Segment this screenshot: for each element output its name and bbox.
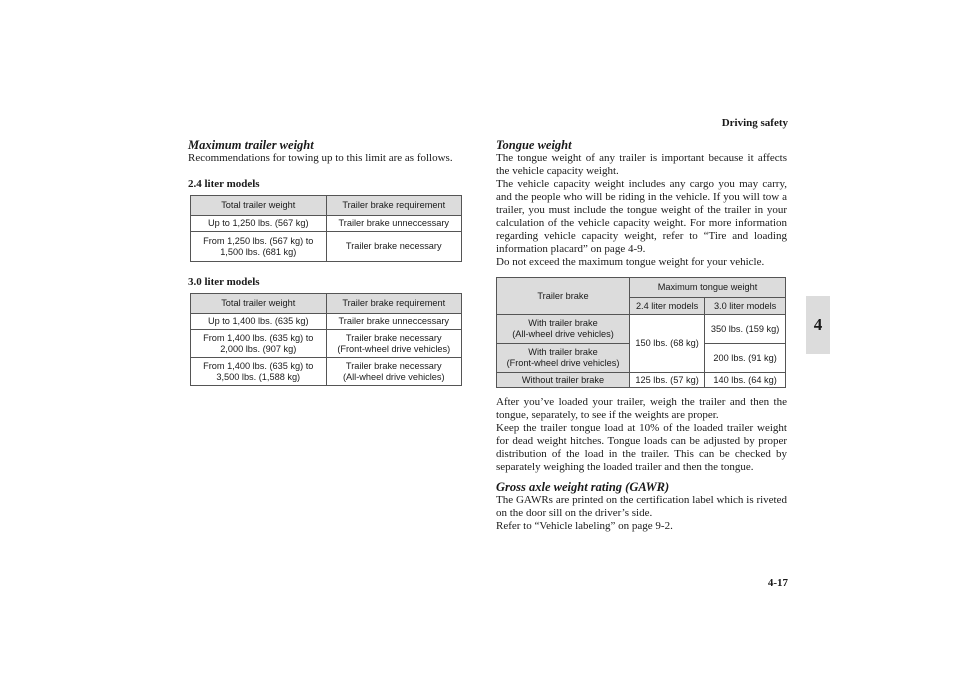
paragraph: After you’ve loaded your trailer, weigh the trailer and then the tongue, separately, to see if the weights are proper. bbox=[496, 396, 787, 421]
cell: 200 lbs. (91 kg) bbox=[705, 344, 786, 373]
paragraph: The tongue weight of any trailer is important because it affects the vehicle capacity weight. bbox=[496, 152, 787, 177]
cell-line: From 1,250 lbs. (567 kg) to bbox=[203, 235, 314, 246]
cell-line: 2,000 lbs. (907 kg) bbox=[220, 343, 297, 354]
cell-line: (All-wheel drive vehicles) bbox=[512, 329, 614, 339]
cell-line: Trailer brake necessary bbox=[345, 332, 442, 343]
caption-30-liter: 3.0 liter models bbox=[188, 276, 260, 288]
cell-line: 3,500 lbs. (1,588 kg) bbox=[216, 371, 301, 382]
cell-line: Trailer brake necessary bbox=[345, 360, 442, 371]
cell: Trailer brake unneccessary bbox=[326, 314, 462, 330]
right-column bbox=[496, 138, 787, 533]
cell: Up to 1,400 lbs. (635 kg) bbox=[191, 314, 327, 330]
cell-line: (Front-wheel drive vehicles) bbox=[506, 358, 620, 368]
paragraph: The vehicle capacity weight includes any cargo you may carry, and the people who will be riding in the vehicle. If you will tow a trailer, you must include the tongue weight of the trailer in your calculation of the vehicle capacity weight. For more information regarding vehicle capacity weight, refer to “Tire and loading information placard” on page 4-9. bbox=[496, 178, 787, 255]
th-brake-requirement: Trailer brake requirement bbox=[326, 294, 462, 314]
th-trailer-brake: Trailer brake bbox=[497, 278, 630, 315]
running-header: Driving safety bbox=[721, 117, 788, 129]
cell: Up to 1,250 lbs. (567 kg) bbox=[191, 216, 327, 232]
cell-line: From 1,400 lbs. (635 kg) to bbox=[203, 360, 314, 371]
cell-line: With trailer brake bbox=[528, 347, 598, 357]
th-total-weight: Total trailer weight bbox=[191, 294, 327, 314]
cell-line: With trailer brake bbox=[528, 318, 598, 328]
th-brake-requirement: Trailer brake requirement bbox=[326, 196, 462, 216]
cell: 350 lbs. (159 kg) bbox=[705, 315, 786, 344]
section-title-tongue-weight: Tongue weight bbox=[496, 138, 572, 152]
intro-text: Recommendations for towing up to this limit are as follows. bbox=[188, 152, 453, 164]
table-24-liter bbox=[190, 195, 462, 262]
th-30-liter: 3.0 liter models bbox=[705, 298, 786, 315]
th-total-weight: Total trailer weight bbox=[191, 196, 327, 216]
paragraph: The GAWRs are printed on the certification label which is riveted on the door sill on the driver’s side. bbox=[496, 494, 787, 519]
table-30-liter bbox=[190, 293, 462, 386]
cell-shared-24: 150 lbs. (68 kg) bbox=[630, 315, 705, 373]
section-title-max-trailer-weight: Maximum trailer weight bbox=[188, 138, 314, 152]
row-label bbox=[497, 344, 630, 373]
paragraph: Refer to “Vehicle labeling” on page 9-2. bbox=[496, 520, 673, 532]
cell-line: 1,500 lbs. (681 kg) bbox=[220, 246, 297, 257]
cell-line: From 1,400 lbs. (635 kg) to bbox=[203, 332, 314, 343]
paragraph: Do not exceed the maximum tongue weight for your vehicle. bbox=[496, 256, 765, 268]
page-number: 4-17 bbox=[767, 577, 788, 589]
th-24-liter: 2.4 liter models bbox=[630, 298, 705, 315]
cell bbox=[191, 358, 327, 386]
caption-24-liter: 2.4 liter models bbox=[188, 178, 260, 190]
cell: Trailer brake unneccessary bbox=[326, 216, 462, 232]
left-column bbox=[188, 138, 464, 386]
section-title-gawr: Gross axle weight rating (GAWR) bbox=[496, 480, 670, 494]
th-max-tongue-weight: Maximum tongue weight bbox=[630, 278, 786, 298]
cell bbox=[326, 330, 462, 358]
cell: 125 lbs. (57 kg) bbox=[630, 373, 705, 388]
paragraph: Keep the trailer tongue load at 10% of the loaded trailer weight for dead weight hitches. Tongue loads can be adjusted by proper distribution of the load in the trailer. This can be checked by separately weighing the loaded trailer and then the tongue. bbox=[496, 422, 787, 473]
cell bbox=[191, 232, 327, 262]
tongue-weight-table bbox=[496, 277, 786, 388]
cell: 140 lbs. (64 kg) bbox=[705, 373, 786, 388]
row-label: Without trailer brake bbox=[497, 373, 630, 388]
cell: Trailer brake necessary bbox=[326, 232, 462, 262]
cell bbox=[191, 330, 327, 358]
row-label bbox=[497, 315, 630, 344]
cell-line: (Front-wheel drive vehicles) bbox=[337, 343, 451, 354]
cell bbox=[326, 358, 462, 386]
chapter-tab: 4 bbox=[806, 296, 830, 354]
cell-line: (All-wheel drive vehicles) bbox=[342, 371, 445, 382]
